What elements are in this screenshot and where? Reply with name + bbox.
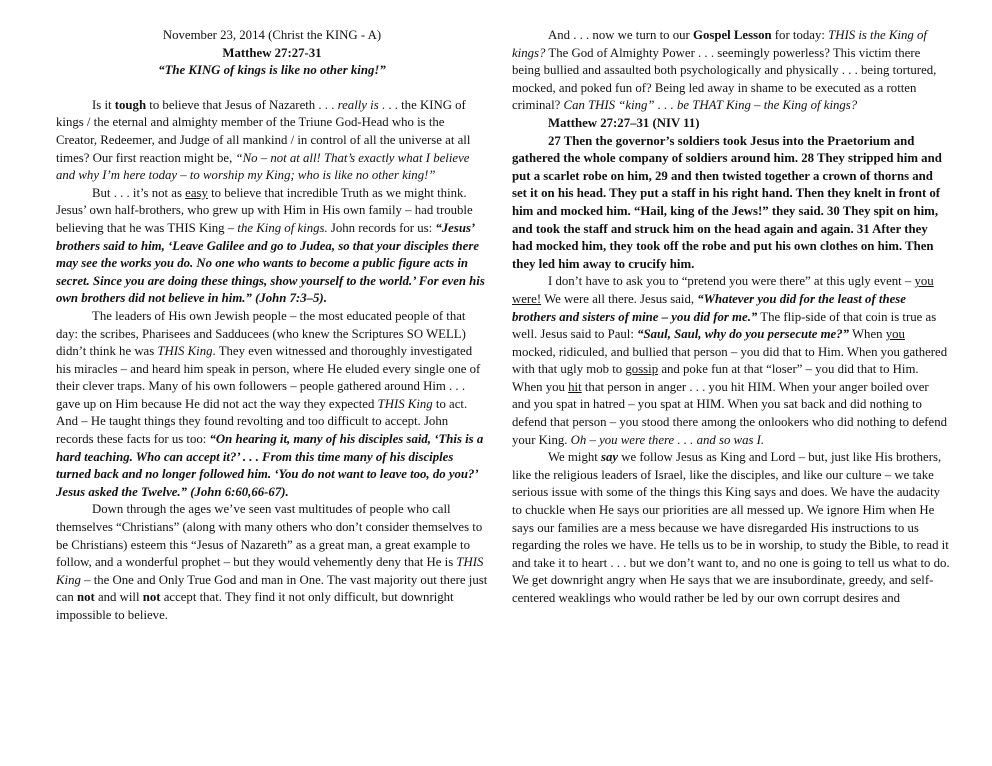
sermon-text-reference: Matthew 27:27-31 bbox=[222, 45, 322, 60]
text-run: . . . the KING of kings / the eternal and almighty member of the Triune God-Head who is the Creator, Redeemer, and Judge of all mankind / in control of all the universe at all times? Our first reaction might be, bbox=[56, 97, 471, 165]
paragraph-1 bbox=[56, 97, 488, 185]
text-run: John records for us: bbox=[327, 220, 436, 235]
text-run: Is it bbox=[92, 97, 115, 112]
text-run: Oh – you were there . . . and so was I. bbox=[570, 432, 765, 447]
text-run: to act. And – He taught things they found revolting and too difficult to accept. John records these facts for us too: bbox=[56, 396, 468, 447]
text-run: accept that. They find it not only difficult, but downright impossible to believe. bbox=[56, 590, 454, 622]
paragraph-7 bbox=[512, 449, 950, 607]
text-run: “On hearing it, many of his disciples said, ‘This is a hard teaching. Who can accept it?’ . . . From this time many of his disciples turned back and no longer followed him. ‘You do not want to leave too, do you?’ Jesus asked the Twelve.” (John 6:60,66-67). bbox=[56, 432, 484, 499]
text-run: And . . . now we turn to our bbox=[548, 28, 694, 42]
text-run: I don’t have to ask you to “pretend you were there” at this ugly event – bbox=[548, 274, 915, 289]
text-run: We were all there. Jesus said, bbox=[541, 291, 698, 306]
text-run: . They even witnessed and thoroughly investigated his miracles – and heard him speak in person, where He eluded every single one of their clever traps. Many of his own followers – people gathered around Him . . . gave up on Him because He did not act the way they expected bbox=[56, 344, 481, 411]
text-run: “Whatever you did for the least of these brothers and sisters of mine – you did for me.” bbox=[512, 291, 906, 324]
text-run: We might bbox=[548, 450, 601, 465]
text-run: you bbox=[885, 327, 905, 342]
text-run: THIS King bbox=[157, 344, 213, 359]
text-run: The God of Almighty Power . . . seemingly powerless? This victim there being bullied and assaulted both psychologically and physically . . . being tortured, mocked, and poked fun of? Being led away in shame to be executed as a rotten criminal? bbox=[512, 45, 937, 113]
text-run: that person in anger . . . you hit HIM. When your anger boiled over and you spat in hatred – you spat at HIM. When you sat back and did nothing to defend that person – you stood there among the onlookers who did nothing to defend your King. bbox=[512, 379, 948, 447]
paragraph-4 bbox=[56, 501, 488, 624]
text-run: “Saul, Saul, why do you persecute me?” bbox=[637, 327, 849, 342]
text-run: The leaders of His own Jewish people – the most educated people of that day: the scribes, Pharisees and Sadducees (who knew the Scriptures SO WELL) didn’t think he was bbox=[56, 308, 466, 359]
text-run: But . . . it’s not as bbox=[92, 185, 186, 200]
text-run: easy bbox=[185, 185, 208, 200]
text-run: “Jesus’ brothers said to him, ‘Leave Galilee and go to Judea, so that your disciples there may see the works you do. No one who wants to become a public figure acts in secret. Since you are doing these things, show yourself to the world.’ For even his own brothers did not believe in him.” (John 7:3–5). bbox=[56, 220, 485, 306]
text-run: When bbox=[849, 327, 886, 342]
text-run: the King of kings. bbox=[237, 220, 328, 235]
paragraph-6 bbox=[512, 273, 950, 449]
text-run: Gospel Lesson bbox=[693, 28, 772, 42]
text-run: hit bbox=[568, 379, 582, 394]
text-run: not bbox=[76, 590, 95, 605]
text-run: “No – not at all! That’s exactly what I believe and why I’m here today – to worship my King; who is like no other king!” bbox=[56, 150, 470, 183]
paragraph-5 bbox=[512, 27, 950, 115]
text-run: to believe that Jesus of Nazareth . . . bbox=[146, 97, 338, 112]
text-run: and will bbox=[94, 590, 143, 605]
text-run: THIS King bbox=[377, 396, 433, 411]
right-column bbox=[512, 27, 950, 608]
text-run: gossip bbox=[625, 362, 659, 377]
text-run: tough bbox=[114, 97, 147, 112]
text-run: for today: bbox=[771, 28, 829, 42]
sermon-header bbox=[56, 27, 488, 80]
scripture-reference: Matthew 27:27–31 (NIV 11) bbox=[548, 115, 700, 130]
paragraph-2 bbox=[56, 185, 488, 308]
text-run: THIS King bbox=[56, 555, 484, 587]
text-run: say bbox=[601, 450, 619, 465]
text-run: Can THIS “king” . . . be THAT King – the King of kings? bbox=[563, 98, 858, 113]
scripture-passage: 27 Then the governor’s soldiers took Jesus into the Praetorium and gathered the whole company of soldiers around him. 28 They stripped him and put a scarlet robe on him, 29 and then twisted together a crown of thorns and set it on his head. They put a staff in his right hand. Then they knelt in front of him and mocked him. “Hail, king of the Jews!” they said. 30 They spit on him, and took the staff and struck him on the head again and again. 31 After they had mocked him, they took off the robe and put his own clothes on him. Then they led him away to crucify him. bbox=[512, 133, 942, 271]
paragraph-3 bbox=[56, 308, 488, 502]
sermon-date: November 23, 2014 (Christ the KING - A) bbox=[162, 28, 382, 42]
text-run: to believe that incredible Truth as we might think. Jesus’ own half-brothers, who grew up with Him in His own family – had trouble believing that he was THIS King – bbox=[56, 185, 473, 235]
text-run: not bbox=[142, 590, 161, 605]
text-run: you were! bbox=[512, 274, 934, 306]
sermon-title: “The KING of kings is like no other king!” bbox=[158, 63, 386, 78]
text-run: THIS is the King of kings? bbox=[512, 28, 927, 60]
text-run: we follow Jesus as King and Lord – but, just like His brothers, like the religious leaders of Israel, like the disciples, and like our culture – we take serious issue with some of the things this King says and does. We have the audacity to chuckle when He says our priorities are all messed up. We ignore Him when He says our families are a mess because we have disregarded His instructions to us regarding the roles we have. He tells us to be in worship, to study the Bible, to read it and take it to heart . . . but we don’t want to, and no one is going to tell us what to do. We get downright angry when He says that we are insubordinate, greedy, and self-centered weaklings who would rather be led by our own corrupt desires and bbox=[512, 450, 950, 605]
text-run: and poke fun at that “loser” – you did that to Him. When you bbox=[512, 362, 919, 394]
text-run: really is bbox=[337, 97, 379, 112]
text-run: – the One and Only True God and man in One. The vast majority out there just can bbox=[56, 572, 488, 605]
text-run: The flip-side of that coin is true as well. Jesus said to Paul: bbox=[512, 309, 937, 342]
text-run: Down through the ages we’ve seen vast multitudes of people who call themselves “Christians” (along with many others who don’t consider themselves to be Christians) esteem this “Jesus of Nazareth” as a great man, a great example to follow, and a wonderful prophet – but they would vehemently deny that He is bbox=[56, 502, 483, 570]
left-column bbox=[56, 27, 488, 625]
text-run: mocked, ridiculed, and bullied that person – you did that to Him. When you gathered with that ugly mob to bbox=[512, 344, 948, 377]
